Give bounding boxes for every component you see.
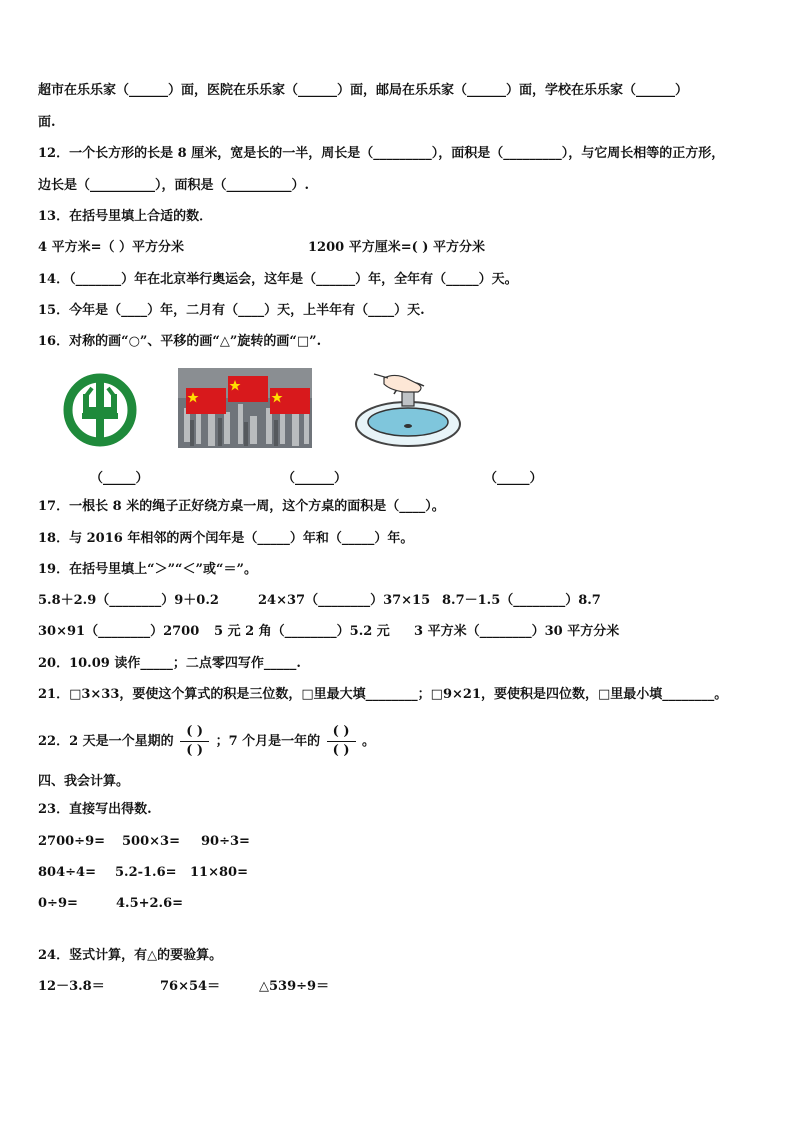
q21: 21．□3×33，要使这个算式的积是三位数，□里最大填________；□9×21，要使积是四位数，□里最小填________。: [38, 687, 728, 702]
q19-b: 24×37（________）37×15: [258, 593, 431, 608]
calc-7: 0÷9=: [38, 896, 78, 911]
q16-answer-3[interactable]: （_____）: [484, 471, 543, 486]
q15: 15．今年是（____）年，二月有（____）天，上半年有（____）天.: [38, 303, 425, 318]
flags-image: [178, 368, 312, 448]
section-4-title: 四、我会计算。: [38, 774, 130, 789]
q19-title: 19．在括号里填上“＞”“＜”或“＝”。: [38, 562, 257, 577]
q19-d: 30×91（________）2700: [38, 624, 200, 639]
fraction-blank-1[interactable]: [180, 724, 209, 759]
q23-title: 23．直接写出得数.: [38, 802, 152, 817]
fraction-numerator: ( ): [186, 724, 204, 739]
q13-title: 13．在括号里填上合适的数．: [38, 209, 213, 224]
calc-1: 2700÷9=: [38, 834, 106, 849]
q16-title: 16．对称的画“○”、平移的画“△”旋转的画“□”.: [38, 334, 322, 349]
fraction-denominator: ( ): [186, 743, 204, 758]
q16-answer-2[interactable]: （______）: [282, 471, 348, 486]
vertical-calc-1: 12－3.8＝: [38, 979, 105, 994]
calc-4: 804÷4=: [38, 865, 96, 880]
fraction-denominator: ( ): [332, 743, 350, 758]
q12-line2: 边长是（__________），面积是（__________）.: [38, 178, 310, 193]
q17: 17．一根长 8 米的绳子正好绕方桌一周，这个方桌的面积是（____）。: [38, 499, 445, 514]
faucet-basin-image: [344, 366, 464, 450]
vertical-calc-3: △539÷9＝: [259, 979, 330, 994]
q22: [38, 724, 375, 759]
fraction-bar: [327, 741, 356, 742]
q19-a: 5.8＋2.9（________）9＋0.2: [38, 593, 219, 608]
q19-c: 8.7－1.5（________）8.7: [442, 593, 601, 608]
q16-answer-1[interactable]: （_____）: [90, 471, 149, 486]
q19-e: 5 元 2 角（________）5.2 元: [214, 624, 390, 639]
calc-6: 11×80=: [190, 865, 248, 880]
q13-b: 1200 平方厘米=( ) 平方分米: [308, 240, 485, 255]
q22-text-a: 22．2 天是一个星期的: [38, 734, 174, 749]
fraction-blank-2[interactable]: [327, 724, 356, 759]
q18: 18．与 2016 年相邻的两个闰年是（_____）年和（_____）年。: [38, 531, 414, 546]
calc-5: 5.2-1.6=: [115, 865, 177, 880]
q12-line1: 12．一个长方形的长是 8 厘米，宽是长的一半，周长是（_________），面积是（_________），与它周长相等的正方形，: [38, 146, 725, 161]
q24-title: 24．竖式计算，有△的要验算。: [38, 948, 223, 963]
bank-logo-image: [62, 366, 138, 450]
fraction-numerator: ( ): [332, 724, 350, 739]
calc-8: 4.5+2.6=: [116, 896, 184, 911]
line-directions-end: 面.: [38, 115, 56, 130]
q22-text-b: ；7 个月是一年的: [215, 734, 321, 749]
calc-3: 90÷3=: [201, 834, 250, 849]
q19-f: 3 平方米（________）30 平方分米: [414, 624, 620, 639]
q13-a: 4 平方米=（ ）平方分米: [38, 240, 184, 255]
fraction-bar: [180, 741, 209, 742]
q22-text-c: 。: [362, 734, 376, 749]
q20: 20．10.09 读作_____；二点零四写作_____.: [38, 656, 301, 671]
line-directions: 超市在乐乐家（______）面，医院在乐乐家（______）面，邮局在乐乐家（______）面，学校在乐乐家（______）: [38, 83, 689, 98]
vertical-calc-2: 76×54＝: [160, 979, 221, 994]
q14: 14．（_______）年在北京举行奥运会，这年是（______）年，全年有（_____）天。: [38, 272, 518, 287]
calc-2: 500×3=: [122, 834, 180, 849]
